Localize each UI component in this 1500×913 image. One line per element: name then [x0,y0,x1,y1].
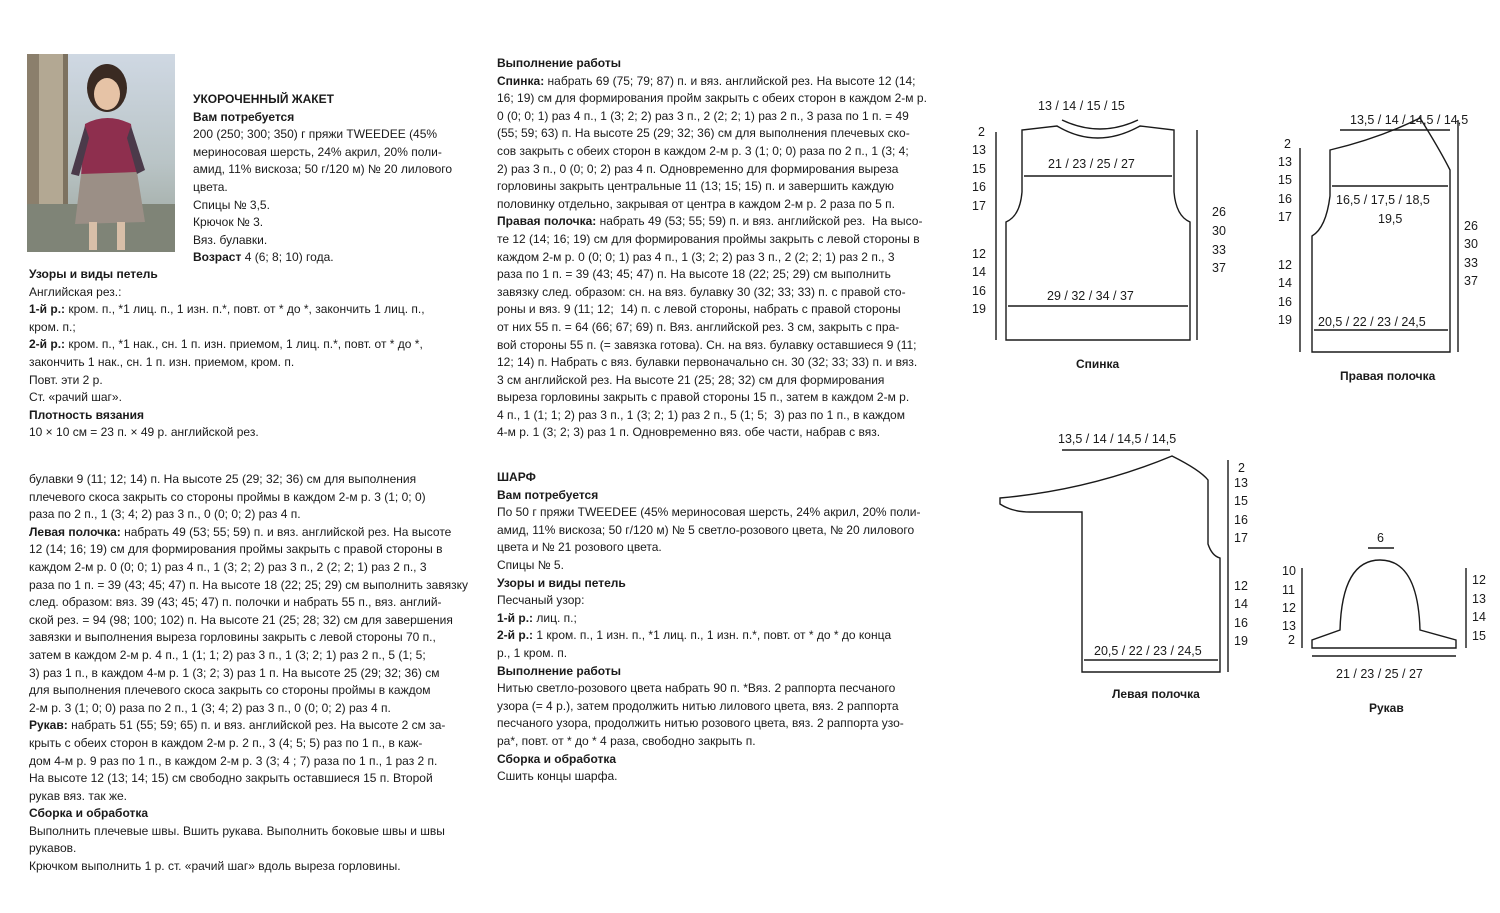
text-line: роны и вяз. 9 (11; 12; 14) п. с левой стороны, набрать с правой стороны [497,302,901,317]
sleeve-right-label: 12 [1472,573,1486,587]
sleeve-outline [1312,560,1456,648]
age-value: 4 (6; 8; 10) года. [241,250,334,265]
right-front-left-label: 2 [1284,137,1291,151]
back-right-label: 26 [1212,205,1226,219]
left-front-right-label: 2 [1238,461,1245,475]
density-title: Плотность вязания [29,407,145,422]
row1-label: 1-й р.: [29,302,66,317]
back-left-label: 12 [972,247,986,261]
right-front-mid2-label: 19,5 [1378,212,1403,226]
text-line: вой стороны 55 п. (= завязка готова). Сн. на вяз. булавку оставшиеся 9 (11; [497,337,917,352]
text-line: Сшить концы шарфа. [497,769,618,784]
back-left-label: 19 [972,302,986,316]
text-line: дом 4-м р. 9 раз по 1 п., в каждом 2-м р. 3 (3; 4 ; 7) раза по 1 п., 1 раз 2 п. [29,753,438,768]
article-title: УКОРОЧЕННЫЙ ЖАКЕТ [193,92,334,106]
back-bottom-label: 29 / 32 / 34 / 37 [1047,289,1134,303]
row2-line2: закончить 1 нак., сн. 1 п. изн. приемом, кром. п. [29,354,295,369]
need-line: мериносовая шерсть, 24% акрил, 20% поли- [193,144,442,159]
right-front-left-label: 14 [1278,276,1292,290]
text-line: р., 1 кром. п. [497,645,568,660]
scarf-row1-label: 1-й р.: [497,610,534,625]
work-title: Выполнение работы [497,56,621,70]
back-left-label: 13 [972,143,986,157]
text-span: 1 кром. п., 1 изн. п., *1 лиц. п., 1 изн. п.*, повт. от * до * до конца [533,628,892,643]
sleeve-bottom-label: 21 / 23 / 25 / 27 [1336,667,1423,681]
scarf-title: ШАРФ [497,470,536,484]
age-label: Возраст [193,250,242,265]
text-line: ской рез. = 94 (98; 100; 102) п. На высоте 21 (25; 28; 32) см для завершения [29,612,453,627]
back-left-label: 2 [978,125,985,139]
right-front-left-label: 15 [1278,173,1292,187]
right-front-left-label: 13 [1278,155,1292,169]
patterns-title: Узоры и виды петель [29,267,158,281]
sleeve-left-label: 13 [1282,619,1296,633]
text-line: (55; 59; 63) п. На высоте 25 (29; 32; 36) см для выполнения плечевых ско- [497,126,910,141]
right-front-label: Правая полочка: [497,214,597,229]
assembly-title: Сборка и обработка [29,806,149,821]
text-line: выреза горловины закрыть с правой стороны 15 п., затем в каждом 2-м р. [497,390,910,405]
sleeve-left-label: 12 [1282,601,1296,615]
text-line: песчаного узора, продолжить нитью розового цвета, вяз. 2 раппорта узо- [497,716,904,731]
text-line: булавки 9 (11; 12; 14) п. На высоте 25 (29; 32; 36) см для выполнения [29,472,417,486]
text-line: цвета и № 21 розового цвета. [497,540,662,555]
back-right-label: 33 [1212,243,1226,257]
left-front-right-label: 14 [1234,597,1248,611]
scarf-row2-label: 2-й р.: [497,628,534,643]
sleeve-left-label: 2 [1288,633,1295,647]
right-front-right-label: 37 [1464,274,1478,288]
right-front-caption: Правая полочка [1340,369,1436,383]
text-line: 4-м р. 1 (3; 2; 3) раз 1 п. Одновременно вяз. обе части, набрав с вяз. [497,425,881,440]
scarf-work-title: Выполнение работы [497,663,621,678]
text-line: Крючком выполнить 1 р. ст. «рачий шаг» вдоль выреза горловины. [29,859,401,874]
row2-text: кром. п., *1 нак., сн. 1 п. изн. приемом, 1 лиц. п.*, повт. от * до *, [65,337,423,352]
text-line: 3) раз 1 п., в каждом 4-м р. 1 (3; 2; 3) раз 1 п. На высоте 25 (29; 32; 36) см [29,665,440,680]
row2-label: 2-й р.: [29,337,66,352]
back-label: Спинка: [497,73,545,88]
back-right-label: 30 [1212,224,1226,238]
back-caption: Спинка [1076,357,1120,371]
crab-line: Ст. «рачий шаг». [29,390,122,405]
need-title: Вам потребуется [193,109,295,124]
need-line: цвета. [193,179,228,194]
text-line: По 50 г пряжи TWEEDEE (45% мериносовая шерсть, 24% акрил, 20% поли- [497,505,921,520]
text-line: рукав вяз. так же. [29,788,127,803]
text-span: набрать 69 (75; 79; 87) п. и вяз. английской рез. На высоте 12 (14; [544,73,916,88]
back-left-label: 14 [972,265,986,279]
text-line: 16; 19) см для формирования пройм закрыть с обеих сторон в каждом 2-м р. [497,91,927,106]
text-line: Спицы № 5. [497,557,564,572]
text-line: 2) раз 3 п., 0 (0; 0; 2) раз 4 п. Одновременно для формирования выреза [497,161,899,176]
need-line: амид, 11% вискоза; 50 г/120 м) № 20 лилового [193,162,453,177]
left-front-right-label: 13 [1234,476,1248,490]
text-line: каждом 2-м р. 0 (0; 0; 1) раз 4 п., 1 (3; 2; 2) раз 3 п., 2 (2; 2; 1) раз 2 п., 3 [29,559,427,574]
text-line: те 12 (14; 16; 19) см для формирования проймы закрыть с левой стороны в [497,231,920,246]
text-line: 12 (14; 16; 19) см для формирования проймы закрыть с правой стороны в [29,542,443,557]
sleeve-right-label: 14 [1472,610,1486,624]
right-front-right-label: 30 [1464,237,1478,251]
sleeve-right-label: 13 [1472,592,1486,606]
scarf-need-title: Вам потребуется [497,487,599,502]
repeat-line: Повт. эти 2 р. [29,372,103,387]
rib-label: Английская рез.: [29,284,122,299]
text-line: каждом 2-м р. 0 (0; 0; 1) раз 4 п., 1 (3; 2; 2) раз 3 п., 2 (2; 2; 1) раз 2 п., 3 [497,249,895,264]
back-neck-label: 13 / 14 / 15 / 15 [1038,99,1125,113]
left-front-label: Левая полочка: [29,524,121,539]
text-line: Нитью светло-розового цвета набрать 90 п. *Вяз. 2 раппорта песчаного [497,681,896,696]
text-line: затем в каждом 2-м р. 4 п., 1 (1; 1; 2) раз 3 п., 1 (3; 2; 1) раз 2 п., 5 (1; 5; [29,647,426,662]
right-front-right-label: 33 [1464,256,1478,270]
sleeve-left-label: 11 [1282,583,1295,597]
text-line: Песчаный узор: [497,593,585,608]
sleeve-left-label: 10 [1282,564,1296,578]
back-left-label: 16 [972,180,986,194]
text-line: 0 (0; 0; 1) раз 4 п., 1 (3; 2; 2) раз 3 п., 2 (2; 2; 1) раз 2 п., 3 раза по 1 п. = 49 [497,108,909,123]
need-line: Крючок № 3. [193,215,264,230]
text-line: Выполнить плечевые швы. Вшить рукава. Выполнить боковые швы и швы [29,823,445,838]
text-span: набрать 49 (53; 55; 59) п. и вяз. английской рез. На высоте [120,524,452,539]
right-front-left-label: 16 [1278,295,1292,309]
text-line: раза по 1 п. = 39 (43; 45; 47) п. На высоте 18 (22; 25; 29) см выполнить завязку [29,577,468,592]
text-line: узора (= 4 р.), затем продолжить нитью лилового цвета, вяз. 2 раппорта [497,698,899,713]
right-front-left-label: 12 [1278,258,1292,272]
right-front-mid1-label: 16,5 / 17,5 / 18,5 [1336,193,1430,207]
sleeve-top-label: 6 [1377,531,1384,545]
text-line: для выполнения плечевого скоса закрыть со стороны проймы в каждом [29,683,431,698]
left-front-right-label: 17 [1234,531,1248,545]
text-line: 2-м р. 3 (1; 0; 0) раза по 2 п., 1 (3; 4; 2) раз 3 п., 0 (0; 0; 2) раз 4 п. [29,700,391,715]
text-line: 12; 14) п. Набрать с вяз. булавки первоначально сн. 30 (32; 33; 33) п. и вяз. [497,355,918,370]
text-line: 3 см английской рез. На высоте 21 (25; 28; 32) см для формирования [497,372,885,387]
text-line: завязку след. образом: сн. на вяз. булавку 30 (32; 33; 33) п. с правой сто- [497,284,906,299]
text-line: след. образом: вяз. 39 (43; 45; 47) п. полочки и набрать 55 п., вяз. англий- [29,595,442,610]
text-span: лиц. п.; [533,610,577,625]
need-line: Спицы № 3,5. [193,197,270,212]
sleeve-caption: Рукав [1369,701,1404,715]
right-front-left-label: 19 [1278,313,1292,327]
density-line: 10 × 10 см = 23 п. × 49 р. английской рез. [29,425,259,440]
left-front-right-label: 16 [1234,616,1248,630]
sleeve-label: Рукав: [29,718,68,733]
scarf-assembly-title: Сборка и обработка [497,751,617,766]
text-line: На высоте 12 (13; 14; 15) см свободно закрыть оставшиеся 15 п. Второй [29,771,433,786]
text-line: завязки и выполнения выреза горловины закрыть с левой стороны 70 п., [29,630,436,645]
left-front-right-label: 12 [1234,579,1248,593]
right-front-left-label: 17 [1278,210,1292,224]
back-left-label: 17 [972,199,986,213]
text-line: плечевого скоса закрыть со стороны проймы в каждом 2-м р. 3 (1; 0; 0) [29,489,426,504]
text-line: сов закрыть с обеих сторон в каждом 2-м р. 3 (1; 0; 0) раза по 2 п., 1 (3; 4; [497,143,909,158]
text-line: горловины закрыть центральные 11 (13; 15; 15) п. и завершить каждую [497,179,894,194]
text-span: набрать 51 (55; 59; 65) п. и вяз. английской рез. На высоте 2 см за- [67,718,446,733]
left-front-caption: Левая полочка [1112,687,1200,701]
back-right-label: 37 [1212,261,1226,275]
text-line: ра*, повт. от * до * 4 раза, свободно закрыть п. [497,733,756,748]
left-front-right-label: 15 [1234,494,1248,508]
need-line: Вяз. булавки. [193,232,268,247]
left-front-top-label: 13,5 / 14 / 14,5 / 14,5 [1058,432,1177,446]
scarf-patterns-title: Узоры и виды петель [497,575,626,590]
back-left-label: 16 [972,284,986,298]
right-front-bottom-label: 20,5 / 22 / 23 / 24,5 [1318,315,1426,329]
right-front-left-label: 16 [1278,192,1292,206]
left-front-bottom-label: 20,5 / 22 / 23 / 24,5 [1094,644,1202,658]
text-line: раза по 1 п. = 39 (43; 45; 47) п. На высоте 18 (22; 25; 29) см выполнить [497,267,891,282]
left-front-right-label: 19 [1234,634,1248,648]
text-span: набрать 49 (53; 55; 59) п. и вяз. английской рез. На высо- [596,214,923,229]
right-front-right-label: 26 [1464,219,1478,233]
back-neck-arrow [1062,120,1138,129]
text-line: от них 55 п. = 64 (66; 67; 69) п. Вяз. английской рез. 3 см, закрыть с пра- [497,319,900,334]
sleeve-right-label: 15 [1472,629,1486,643]
text-line: рукавов. [29,841,77,856]
need-line: 200 (250; 300; 350) г пряжи TWEEDEE (45% [193,127,438,142]
text-line: половинку отдельно, закрывая от центра в каждом 2-м р. 2 раза по 5 п. [497,196,895,211]
right-front-top-label: 13,5 / 14 / 14,5 / 14,5 [1350,113,1469,127]
text-line: крыть с обеих сторон в каждом 2-м р. 2 п., 3 (4; 5; 5) раз по 1 п., в каж- [29,735,423,750]
text-line: амид, 11% вискоза; 50 г/120 м) № 5 светло-розового цвета, № 20 лилового [497,522,915,537]
text-line: раза по 2 п., 1 (3; 4; 2) раз 3 п., 0 (0; 0; 2) раз 4 п. [29,507,301,522]
text-line: 4 п., 1 (1; 1; 2) раз 3 п., 1 (3; 2; 1) раз 2 п., 5 (1; 5; 3) раз по 1 п., в каждом [497,407,905,422]
left-front-right-label: 16 [1234,513,1248,527]
row1-line2: кром. п.; [29,319,76,334]
left-front-outline [1000,456,1220,672]
row1-text: кром. п., *1 лиц. п., 1 изн. п.*, повт. от * до *, закончить 1 лиц. п., [65,302,425,317]
back-armhole-label: 21 / 23 / 25 / 27 [1048,157,1135,171]
back-left-label: 15 [972,162,986,176]
